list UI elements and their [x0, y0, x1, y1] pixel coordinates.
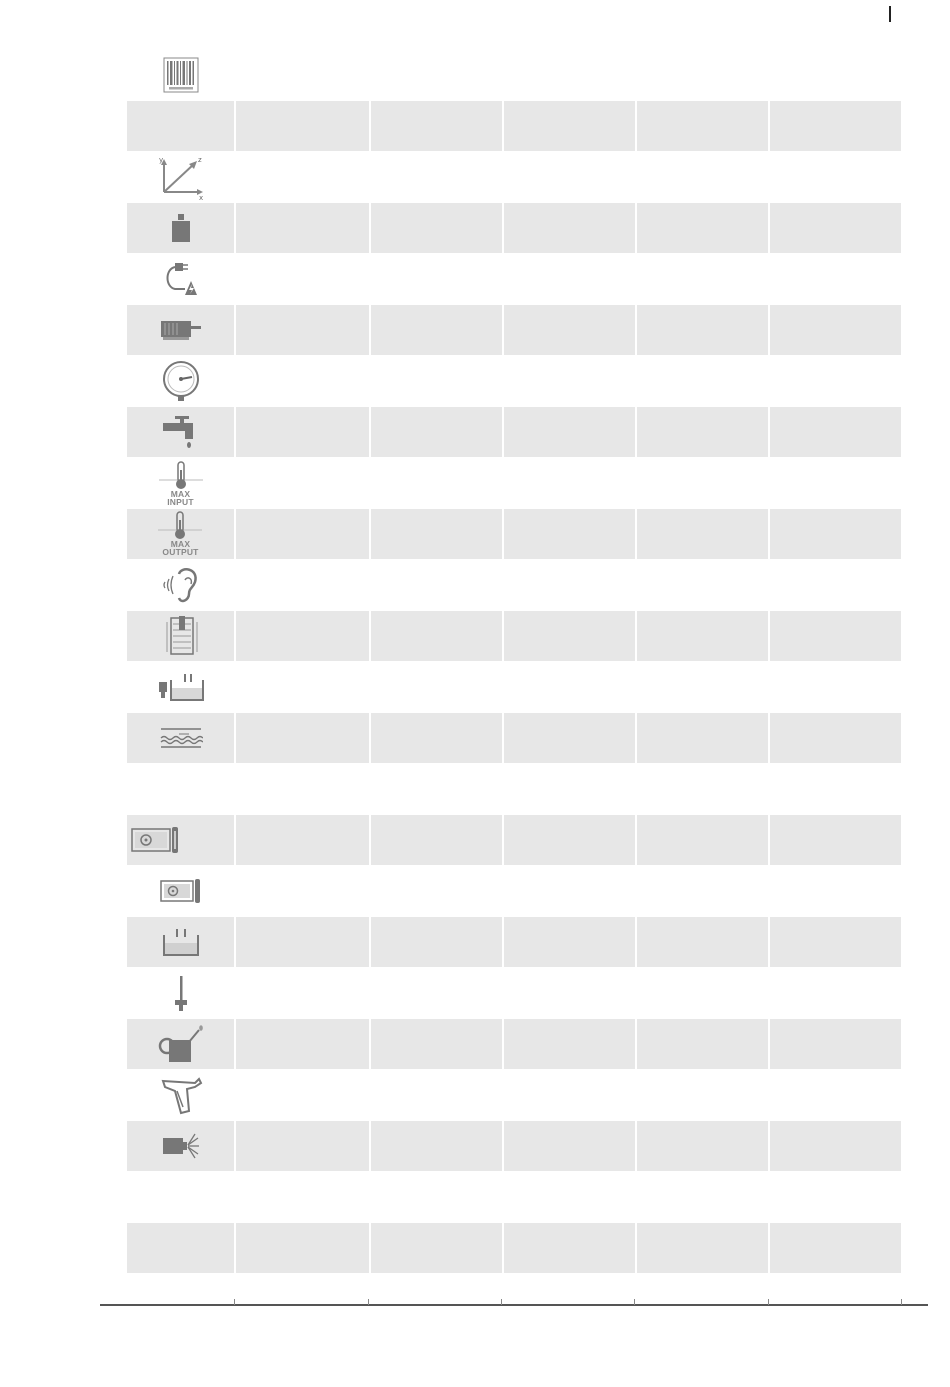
table-cell — [236, 713, 369, 763]
axis-y-label: y — [158, 155, 163, 164]
max-output-line-2: OUTPUT — [162, 547, 199, 557]
table-cell — [504, 815, 635, 865]
table-cell — [371, 203, 502, 253]
table-cell — [637, 407, 768, 457]
table-cell — [637, 611, 768, 661]
table-cell — [504, 713, 635, 763]
table-cell — [371, 611, 502, 661]
axis-x-label: x — [198, 193, 203, 200]
footer-tick — [634, 1299, 635, 1305]
table-cell — [371, 815, 502, 865]
table-cell — [770, 1223, 901, 1273]
table-cell — [504, 509, 635, 559]
thermometer-max-output-icon — [127, 509, 234, 559]
table-row-flow — [127, 407, 902, 457]
table-cell — [637, 713, 768, 763]
table-cell — [236, 509, 369, 559]
table-row-dimensions — [127, 152, 902, 202]
table-cell — [637, 1223, 768, 1273]
noise-ear-icon — [127, 560, 234, 610]
table-row-spacer — [127, 764, 902, 814]
table-cell — [504, 917, 635, 967]
lance-icon — [127, 968, 234, 1018]
table-cell — [770, 101, 901, 151]
xyz-dimensions-icon — [127, 152, 234, 202]
table-row-oil — [127, 1019, 902, 1069]
page-edge-mark — [889, 6, 891, 22]
table-cell — [637, 1121, 768, 1171]
footer-tick — [901, 1299, 902, 1305]
table-row-motor — [127, 305, 902, 355]
table-cell — [637, 509, 768, 559]
thermometer-max-input-icon — [127, 458, 234, 508]
table-cell — [504, 407, 635, 457]
heater-large-icon — [127, 815, 234, 865]
footer-tick — [234, 1299, 235, 1305]
spec-table — [127, 50, 902, 1274]
table-cell — [371, 1019, 502, 1069]
table-cell — [770, 509, 901, 559]
table-row-noise — [127, 560, 902, 610]
table-row-weight — [127, 203, 902, 253]
barcode-icon — [127, 50, 234, 100]
water-tap-icon — [127, 407, 234, 457]
table-cell — [770, 917, 901, 967]
table-cell — [236, 407, 369, 457]
table-cell — [236, 101, 369, 151]
hose-reel-icon — [127, 611, 234, 661]
footer-tick — [501, 1299, 502, 1305]
max-input-label — [167, 490, 194, 506]
table-cell — [770, 611, 901, 661]
max-input-line-1: MAX — [170, 489, 191, 499]
table-row-max-output-temp — [127, 509, 902, 559]
footer-tick — [768, 1299, 769, 1305]
max-output-line-1: MAX — [170, 539, 191, 549]
table-cell — [236, 1019, 369, 1069]
table-cell — [637, 917, 768, 967]
footer-rule — [100, 1304, 928, 1306]
table-cell — [236, 1121, 369, 1171]
table-row-pressure — [127, 356, 902, 406]
table-cell — [371, 917, 502, 967]
table-row-max-input-temp — [127, 458, 902, 508]
table-cell — [770, 1019, 901, 1069]
table-cell — [236, 917, 369, 967]
table-cell — [504, 611, 635, 661]
pressure-gauge-icon — [127, 356, 234, 406]
table-cell — [371, 1223, 502, 1273]
table-row-barcode — [127, 50, 902, 100]
max-output-label — [162, 540, 198, 556]
table-row-hose-reel — [127, 611, 902, 661]
table-cell — [637, 101, 768, 151]
tank-icon — [127, 917, 234, 967]
table-row-heater — [127, 866, 902, 916]
nozzle-icon — [127, 1121, 234, 1171]
table-cell — [770, 1121, 901, 1171]
power-cable-icon — [127, 254, 234, 304]
table-cell — [371, 1121, 502, 1171]
footer-tick — [368, 1299, 369, 1305]
table-cell — [637, 203, 768, 253]
table-row-heater-large — [127, 815, 902, 865]
spray-gun-icon — [127, 1070, 234, 1120]
heater-icon — [127, 866, 234, 916]
table-row-header — [127, 101, 902, 151]
table-row-lance — [127, 968, 902, 1018]
weight-icon — [127, 203, 234, 253]
table-cell — [504, 1019, 635, 1069]
table-cell — [504, 1223, 635, 1273]
table-row-nozzle — [127, 1121, 902, 1171]
table-row-detergent-tank — [127, 662, 902, 712]
table-cell — [504, 101, 635, 151]
table-cell — [236, 815, 369, 865]
row-label-cell — [127, 101, 234, 151]
table-cell — [371, 713, 502, 763]
table-cell — [371, 305, 502, 355]
detergent-tank-pump-icon — [127, 662, 234, 712]
table-row-spray-gun — [127, 1070, 902, 1120]
table-cell — [371, 101, 502, 151]
oil-can-icon — [127, 1019, 234, 1069]
row-label-cell — [127, 1223, 234, 1273]
table-cell — [504, 1121, 635, 1171]
motor-icon — [127, 305, 234, 355]
table-cell — [770, 407, 901, 457]
table-cell — [770, 713, 901, 763]
table-cell — [236, 305, 369, 355]
table-row-water-level — [127, 713, 902, 763]
axis-z-label: z — [197, 155, 202, 164]
table-cell — [770, 305, 901, 355]
water-level-icon — [127, 713, 234, 763]
table-cell — [637, 305, 768, 355]
table-cell — [637, 815, 768, 865]
table-row-power — [127, 254, 902, 304]
table-cell — [236, 1223, 369, 1273]
table-row-footer — [127, 1223, 902, 1273]
table-row-tank — [127, 917, 902, 967]
table-cell — [637, 1019, 768, 1069]
table-cell — [371, 509, 502, 559]
max-input-line-2: INPUT — [167, 497, 194, 507]
table-cell — [770, 203, 901, 253]
table-row-spacer — [127, 1172, 902, 1222]
table-cell — [770, 815, 901, 865]
table-cell — [371, 407, 502, 457]
table-cell — [236, 203, 369, 253]
table-cell — [236, 611, 369, 661]
table-cell — [504, 203, 635, 253]
table-cell — [504, 305, 635, 355]
